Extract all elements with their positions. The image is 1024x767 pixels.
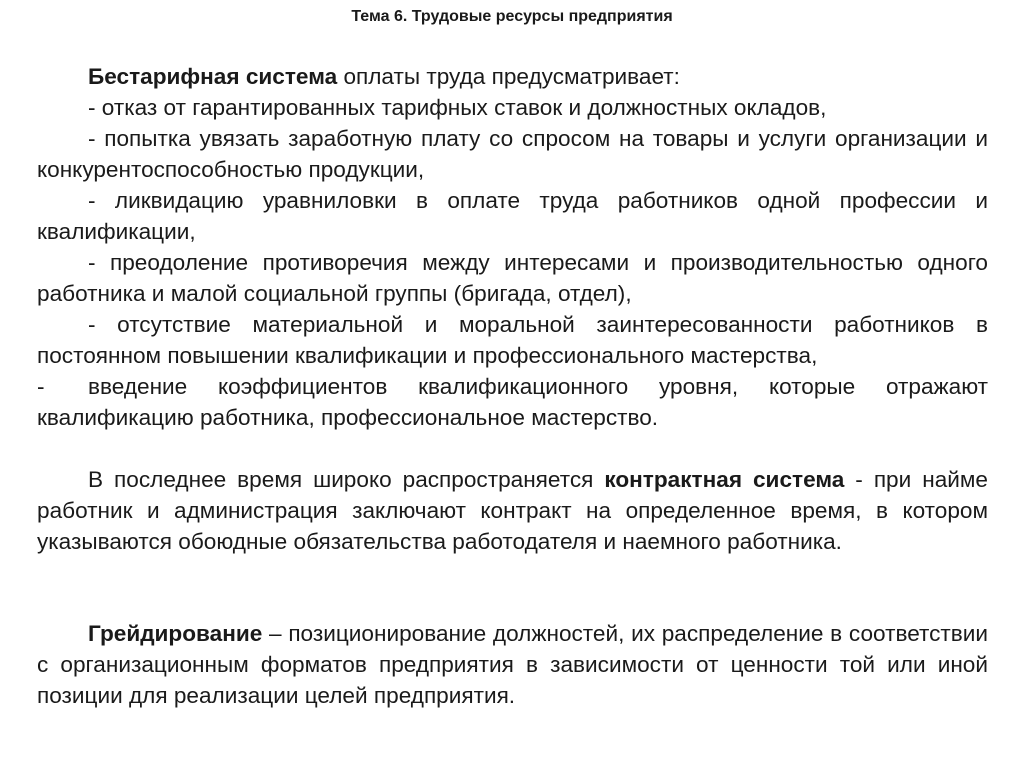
page-title: Тема 6. Трудовые ресурсы предприятия — [351, 8, 673, 25]
contract-lead-text: В последнее время широко распространяется — [88, 467, 605, 492]
tariff-free-system-block — [37, 61, 988, 433]
contract-rest-text: - при найме работник и администрация заключают контракт на определенное время, в котором указываются обоюдные обязательства работодателя и наемного работника. — [37, 467, 988, 554]
paragraph-contract — [37, 464, 988, 557]
list-item-text: введение коэффициентов квалификационного уровня, которые отражают квалификацию работника, профессиональное мастерство. — [37, 374, 988, 430]
grading-block — [37, 618, 988, 711]
term-grading: Грейдирование — [88, 621, 263, 646]
list-item-last — [37, 371, 988, 433]
list-item: - отсутствие материальной и моральной заинтересованности работников в постоянном повышении квалификации и профессионального мастерства, — [37, 312, 988, 368]
intro-text: оплаты труда предусматривает: — [337, 64, 680, 89]
term-contract-system: контрактная система — [604, 467, 845, 492]
paragraph-intro — [37, 61, 988, 92]
list-item: - попытка увязать заработную плату со спросом на товары и услуги организации и конкурентоспособностью продукции, — [37, 126, 988, 182]
grading-rest-text: – позиционирование должностей, их распределение в соответствии с организационным форматов предприятия в зависимости от ценности той или иной позиции для реализации целей предприятия. — [37, 621, 988, 708]
list-dash: - — [37, 374, 45, 399]
paragraph-grading — [37, 618, 988, 711]
list-item: - отказ от гарантированных тарифных ставок и должностных окладов, — [88, 95, 827, 120]
term-tariff-free-system: Бестарифная система — [88, 64, 338, 89]
contract-system-block — [37, 464, 988, 557]
list-item: - ликвидацию уравниловки в оплате труда работников одной профессии и квалификации, — [37, 188, 988, 244]
list-item: - преодоление противоречия между интересами и производительностью одного работника и малой социальной группы (бригада, отдел), — [37, 250, 988, 306]
